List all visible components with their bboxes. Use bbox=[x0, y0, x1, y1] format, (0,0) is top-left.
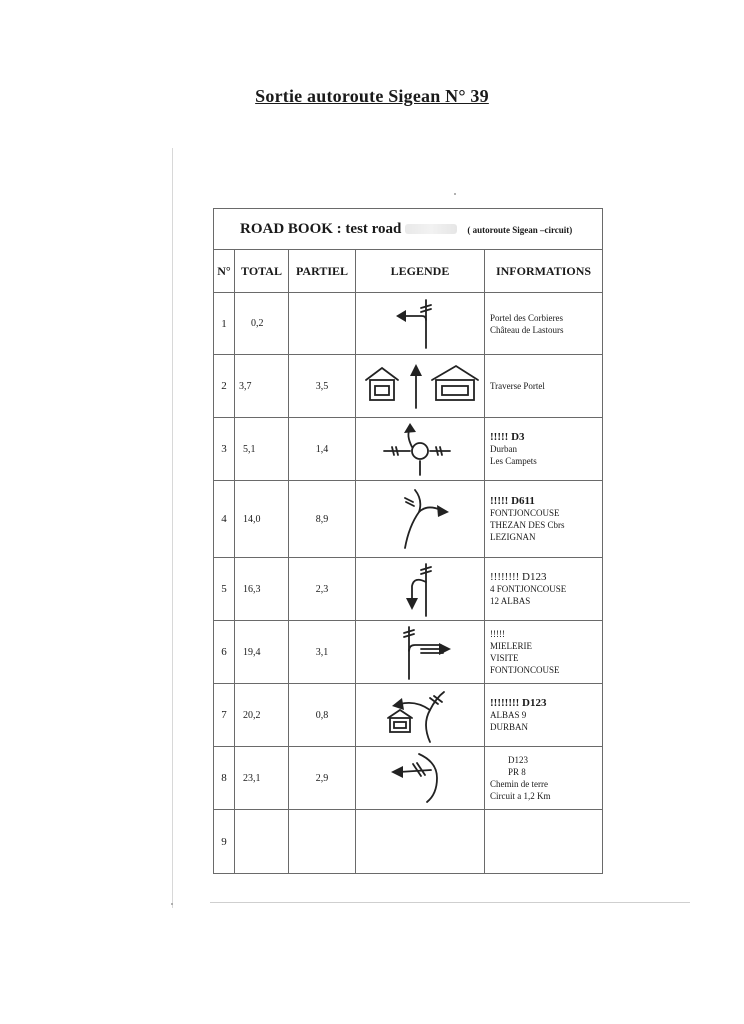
row-informations bbox=[485, 418, 603, 481]
col-header-num: N° bbox=[214, 250, 235, 293]
row-number: 9 bbox=[214, 810, 235, 874]
info-line: Château de Lastours bbox=[490, 324, 564, 335]
table-row bbox=[214, 293, 603, 355]
turn-right-triple-arrow-icon bbox=[375, 623, 465, 681]
info-line: !!!!! bbox=[490, 629, 505, 639]
row-legende bbox=[356, 621, 485, 684]
row-number: 6 bbox=[214, 621, 235, 684]
row-legende bbox=[356, 558, 485, 621]
row-informations bbox=[485, 293, 603, 355]
road-book-subtitle: ( autoroute Sigean –circuit) bbox=[467, 225, 573, 235]
table-row bbox=[214, 810, 603, 874]
info-line: Circuit a 1,2 Km bbox=[490, 791, 551, 801]
info-line: Portel des Corbieres bbox=[490, 312, 563, 323]
row-legende bbox=[356, 747, 485, 810]
row-informations bbox=[485, 558, 603, 621]
row-total: 16,3 bbox=[235, 558, 289, 621]
row-number: 3 bbox=[214, 418, 235, 481]
row-legende bbox=[356, 684, 485, 747]
row-legende bbox=[356, 810, 485, 874]
row-partiel: 1,4 bbox=[289, 418, 356, 481]
info-line: THEZAN DES Cbrs bbox=[490, 520, 565, 530]
roundabout-icon bbox=[370, 421, 470, 477]
straight-between-houses-icon bbox=[360, 360, 480, 412]
info-route: !!!!! D611 bbox=[490, 495, 535, 507]
curve-left-icon bbox=[375, 750, 465, 806]
row-total bbox=[235, 810, 289, 874]
row-partiel: 3,5 bbox=[289, 355, 356, 418]
info-line: Chemin de terre bbox=[490, 779, 548, 789]
page-title: Sortie autoroute Sigean N° 39 bbox=[255, 86, 489, 106]
col-header-partiel: PARTIEL bbox=[289, 250, 356, 293]
info-line: MIELERIE bbox=[490, 641, 532, 651]
row-partiel bbox=[289, 810, 356, 874]
row-partiel bbox=[289, 293, 356, 355]
row-partiel: 0,8 bbox=[289, 684, 356, 747]
hairpin-left-icon bbox=[380, 560, 460, 618]
col-header-informations: INFORMATIONS bbox=[485, 250, 603, 293]
info-line: DURBAN bbox=[490, 722, 529, 732]
row-partiel: 2,9 bbox=[289, 747, 356, 810]
col-header-legende: LEGENDE bbox=[356, 250, 485, 293]
row-informations bbox=[485, 621, 603, 684]
info-line: FONTJONCOUSE bbox=[490, 665, 560, 675]
row-number: 7 bbox=[214, 684, 235, 747]
info-route: !!!!!!!! D123 bbox=[490, 697, 547, 709]
scan-edge-left bbox=[172, 148, 173, 908]
row-partiel: 3,1 bbox=[289, 621, 356, 684]
row-total: 14,0 bbox=[235, 481, 289, 558]
table-row bbox=[214, 481, 603, 558]
row-total: 20,2 bbox=[235, 684, 289, 747]
info-line: 12 ALBAS bbox=[490, 596, 531, 606]
row-number: 5 bbox=[214, 558, 235, 621]
row-informations bbox=[485, 684, 603, 747]
info-line: Traverse Portel bbox=[490, 381, 545, 391]
row-informations bbox=[485, 747, 603, 810]
info-line: VISITE bbox=[490, 653, 519, 663]
row-total: 0,2 bbox=[235, 293, 289, 355]
info-line: Durban bbox=[490, 444, 517, 454]
info-line: 4 FONTJONCOUSE bbox=[490, 584, 567, 594]
table-row bbox=[214, 747, 603, 810]
scan-speck bbox=[454, 193, 456, 195]
info-line: FONTJONCOUSE bbox=[490, 508, 560, 518]
left-turn-arrow-icon bbox=[380, 296, 460, 352]
row-legende bbox=[356, 418, 485, 481]
info-line: D123 bbox=[508, 755, 528, 765]
row-number: 4 bbox=[214, 481, 235, 558]
info-route: !!!!! D3 bbox=[490, 431, 525, 443]
row-partiel: 2,3 bbox=[289, 558, 356, 621]
road-book-table bbox=[213, 208, 603, 874]
info-line: Les Campets bbox=[490, 456, 537, 466]
table-row bbox=[214, 684, 603, 747]
row-number: 2 bbox=[214, 355, 235, 418]
row-total: 3,7 bbox=[235, 355, 289, 418]
scan-speck bbox=[171, 903, 173, 905]
table-header-row bbox=[214, 250, 603, 293]
row-legende bbox=[356, 481, 485, 558]
info-route: !!!!!!!! D123 bbox=[490, 571, 547, 583]
row-informations bbox=[485, 481, 603, 558]
row-legende bbox=[356, 355, 485, 418]
row-number: 8 bbox=[214, 747, 235, 810]
info-line: PR 8 bbox=[508, 767, 526, 777]
table-row bbox=[214, 418, 603, 481]
info-line: ALBAS 9 bbox=[490, 710, 527, 720]
info-line: LEZIGNAN bbox=[490, 532, 536, 542]
row-total: 23,1 bbox=[235, 747, 289, 810]
left-past-house-icon bbox=[370, 686, 470, 744]
row-legende bbox=[356, 293, 485, 355]
row-informations bbox=[485, 355, 603, 418]
redacted-text bbox=[405, 224, 457, 234]
table-row bbox=[214, 621, 603, 684]
row-number: 1 bbox=[214, 293, 235, 355]
row-total: 5,1 bbox=[235, 418, 289, 481]
col-header-total: TOTAL bbox=[235, 250, 289, 293]
row-total: 19,4 bbox=[235, 621, 289, 684]
road-book-title: ROAD BOOK : test road bbox=[240, 221, 402, 237]
table-row bbox=[214, 558, 603, 621]
fork-right-icon bbox=[375, 486, 465, 552]
row-partiel: 8,9 bbox=[289, 481, 356, 558]
road-book-heading bbox=[214, 209, 603, 250]
scan-edge-bottom bbox=[210, 902, 690, 903]
row-informations bbox=[485, 810, 603, 874]
table-row bbox=[214, 355, 603, 418]
